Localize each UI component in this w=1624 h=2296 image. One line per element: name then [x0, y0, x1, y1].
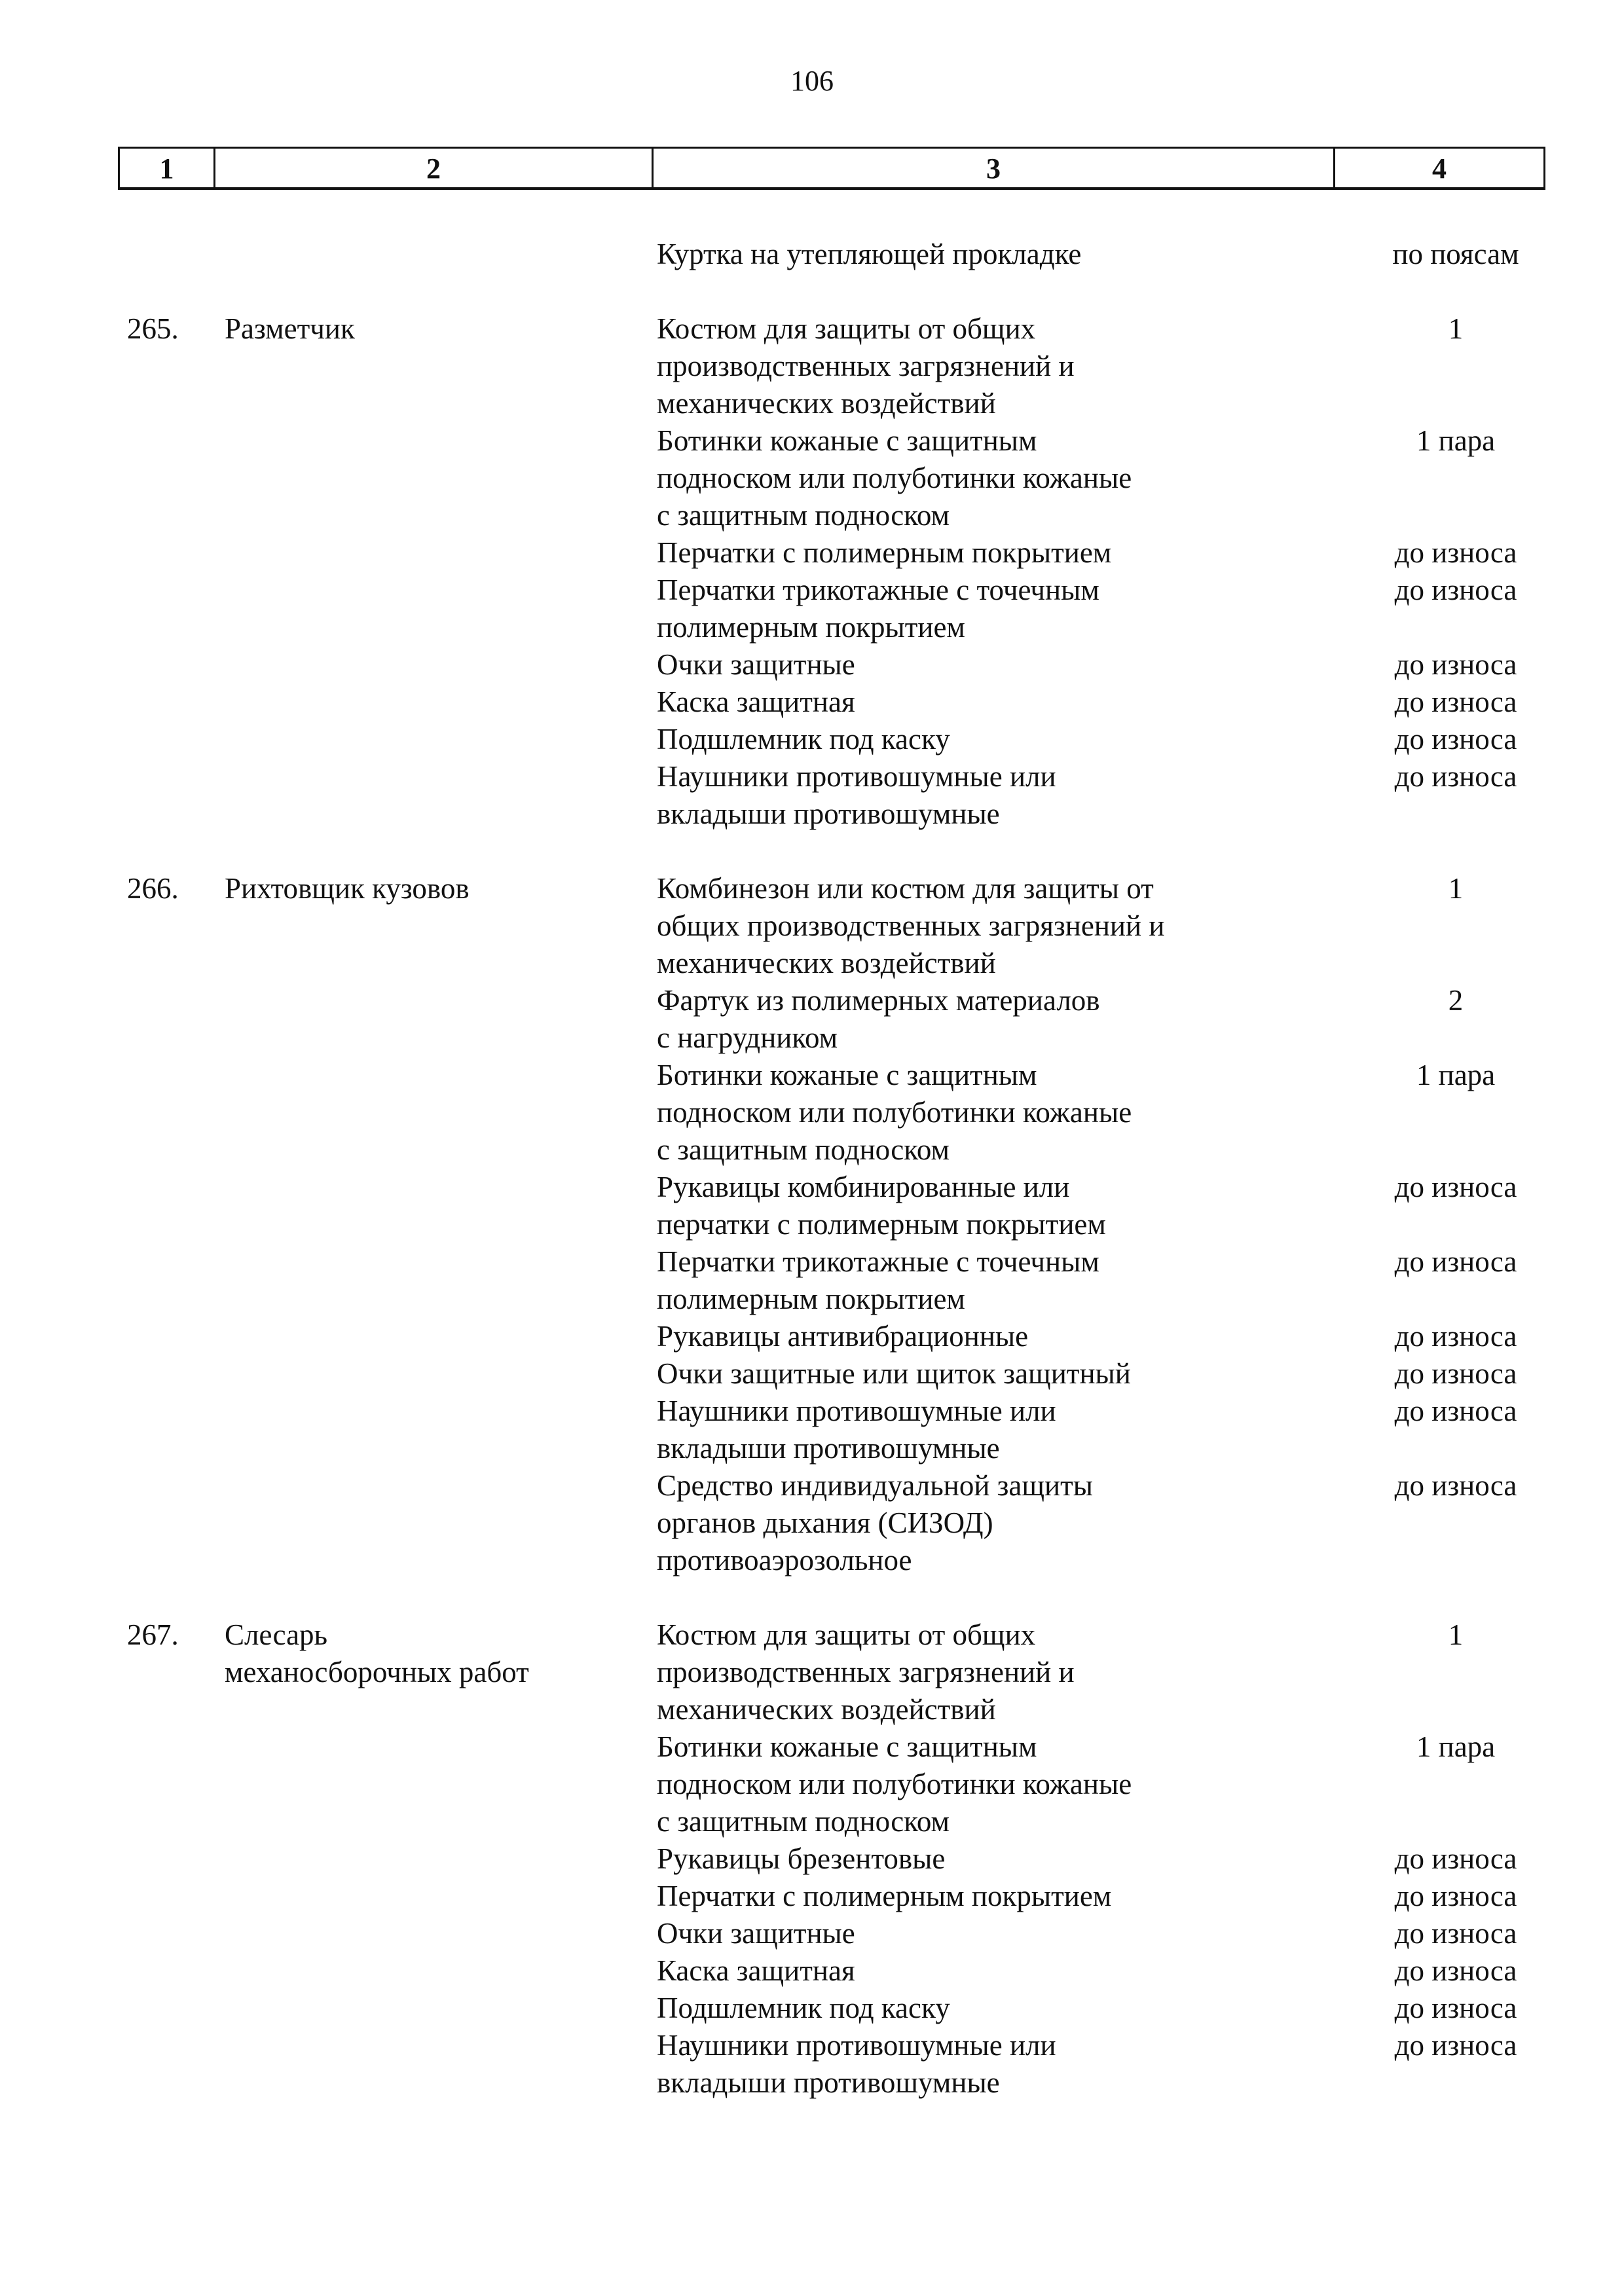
ppe-item-name: Ботинки кожаные с защитным подноском или полуботинки кожаные с защитным подноском [657, 1730, 1132, 1838]
ppe-item-norm: 1 пара [1416, 1059, 1496, 1091]
ppe-item-norm: до износа [1394, 1954, 1517, 1987]
ppe-item-name: Очки защитные [657, 648, 855, 681]
column-header-table [118, 147, 1545, 190]
profession-group [0, 236, 1624, 273]
ppe-item-norm: до износа [1394, 1917, 1517, 1950]
ppe-item-name: Костюм для защиты от общих производственных загрязнений и механических воздействий [657, 312, 1075, 420]
ppe-item-name: Наушники противошумные или вкладыши противошумные [657, 2029, 1056, 2099]
column-header-4: 4 [1432, 153, 1447, 185]
ppe-item-name: Очки защитные или щиток защитный [657, 1357, 1131, 1390]
ppe-item-name: Рукавицы брезентовые [657, 1842, 946, 1875]
ppe-item-row [0, 1355, 1624, 1393]
profession-name: Слесарь механосборочных работ [225, 1618, 529, 1688]
ppe-item-row [0, 534, 1624, 572]
ppe-item-norm: 2 [1448, 984, 1464, 1017]
profession-group [0, 870, 1624, 1579]
ppe-item-norm: 1 [1448, 1618, 1464, 1651]
ppe-item-row [0, 1467, 1624, 1579]
ppe-item-norm: до износа [1394, 723, 1517, 756]
ppe-item-norm: до износа [1394, 1357, 1517, 1390]
ppe-item-name: Очки защитные [657, 1917, 855, 1950]
profession-group [0, 1616, 1624, 2102]
ppe-item-row [0, 572, 1624, 646]
ppe-item-name: Перчатки трикотажные с точечным полимерным покрытием [657, 574, 1099, 644]
ppe-item-norm: до износа [1394, 1394, 1517, 1427]
ppe-item-row [0, 646, 1624, 683]
ppe-item-name: Наушники противошумные или вкладыши противошумные [657, 1394, 1056, 1465]
ppe-item-row [0, 1878, 1624, 1915]
ppe-item-row [0, 1990, 1624, 2027]
ppe-item-norm: до износа [1394, 536, 1517, 569]
ppe-item-norm: до износа [1394, 1469, 1517, 1502]
ppe-item-norm: до износа [1394, 685, 1517, 718]
ppe-item-name: Перчатки трикотажные с точечным полимерным покрытием [657, 1245, 1099, 1315]
ppe-item-norm: по поясам [1392, 238, 1519, 270]
ppe-item-norm: 1 пара [1416, 424, 1496, 457]
item-number: 265. [127, 312, 179, 345]
ppe-item-name: Рукавицы антивибрационные [657, 1320, 1029, 1353]
profession-group [0, 310, 1624, 833]
ppe-item-row [0, 1840, 1624, 1878]
ppe-item-norm: до износа [1394, 2029, 1517, 2062]
ppe-item-name: Подшлемник под каску [657, 1992, 950, 2024]
page-number: 106 [790, 65, 834, 97]
ppe-item-name: Подшлемник под каску [657, 723, 950, 756]
ppe-item-row [0, 1915, 1624, 1952]
ppe-item-norm: 1 пара [1416, 1730, 1496, 1763]
ppe-item-name: Наушники противошумные или вкладыши противошумные [657, 760, 1056, 830]
ppe-item-row [0, 236, 1624, 273]
ppe-item-norm: до износа [1394, 760, 1517, 793]
ppe-item-row [0, 758, 1624, 833]
ppe-item-norm: до износа [1394, 574, 1517, 606]
ppe-item-row [0, 1243, 1624, 1318]
profession-name: Разметчик [225, 312, 355, 345]
ppe-item-row [0, 982, 1624, 1057]
ppe-item-norm: 1 [1448, 872, 1464, 905]
ppe-item-name: Костюм для защиты от общих производственных загрязнений и механических воздействий [657, 1618, 1075, 1726]
ppe-item-row [0, 683, 1624, 721]
ppe-item-row [0, 1393, 1624, 1467]
norms-list [0, 236, 1624, 2139]
ppe-item-name: Каска защитная [657, 1954, 855, 1987]
ppe-item-norm: до износа [1394, 1880, 1517, 1912]
ppe-item-norm: до износа [1394, 1320, 1517, 1353]
ppe-item-row [0, 422, 1624, 534]
ppe-item-name: Перчатки с полимерным покрытием [657, 1880, 1112, 1912]
ppe-item-norm: до износа [1394, 1171, 1517, 1203]
ppe-item-name: Фартук из полимерных материалов с нагрудником [657, 984, 1100, 1054]
ppe-item-row [0, 721, 1624, 758]
ppe-item-row [0, 1169, 1624, 1243]
ppe-item-row [0, 1057, 1624, 1169]
ppe-item-name: Каска защитная [657, 685, 855, 718]
column-header-2: 2 [215, 149, 654, 187]
item-number: 267. [127, 1618, 179, 1651]
column-header-1: 1 [120, 149, 215, 187]
column-header-3: 3 [654, 149, 1335, 187]
ppe-item-norm: 1 [1448, 312, 1464, 345]
ppe-item-norm: до износа [1394, 648, 1517, 681]
ppe-item-name: Средство индивидуальной защиты органов дыхания (СИЗОД) противоаэрозольное [657, 1469, 1094, 1576]
ppe-item-row [0, 1952, 1624, 1990]
profession-name: Рихтовщик кузовов [225, 872, 470, 905]
ppe-item-row [0, 2027, 1624, 2102]
ppe-item-norm: до износа [1394, 1842, 1517, 1875]
ppe-item-norm: до износа [1394, 1992, 1517, 2024]
ppe-item-row [0, 1318, 1624, 1355]
ppe-item-norm: до износа [1394, 1245, 1517, 1278]
item-number: 266. [127, 872, 179, 905]
ppe-item-name: Ботинки кожаные с защитным подноском или полуботинки кожаные с защитным подноском [657, 1059, 1132, 1166]
ppe-item-name: Комбинезон или костюм для защиты от общих производственных загрязнений и механических воздействий [657, 872, 1165, 979]
ppe-item-name: Куртка на утепляющей прокладке [657, 238, 1082, 270]
ppe-item-name: Ботинки кожаные с защитным подноском или полуботинки кожаные с защитным подноском [657, 424, 1132, 532]
ppe-item-name: Перчатки с полимерным покрытием [657, 536, 1112, 569]
ppe-item-name: Рукавицы комбинированные или перчатки с полимерным покрытием [657, 1171, 1106, 1241]
ppe-item-row [0, 1728, 1624, 1840]
